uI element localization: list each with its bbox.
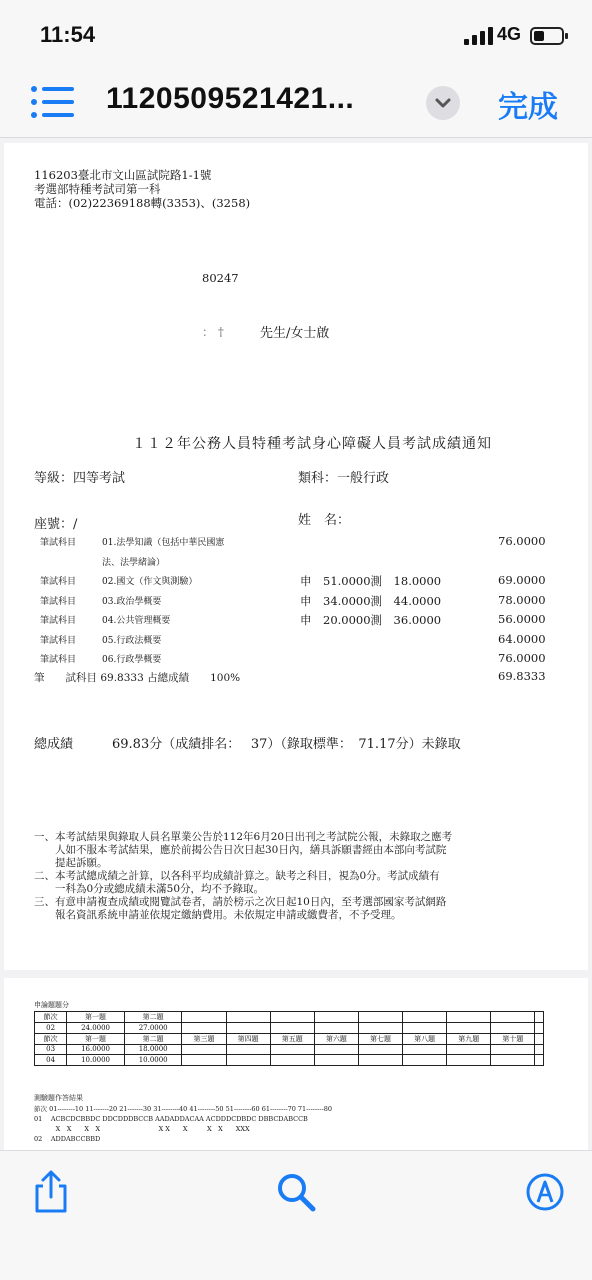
mc-heading: 測驗題作答結果 bbox=[34, 1094, 83, 1102]
table-cell: 第三題 bbox=[182, 1033, 226, 1044]
document-page-2 bbox=[4, 978, 588, 1150]
table-cell bbox=[358, 1012, 402, 1023]
essay-heading: 申論題題分 bbox=[34, 1001, 69, 1009]
table-cell: 02 bbox=[35, 1023, 67, 1034]
table-cell bbox=[491, 1023, 535, 1034]
table-cell bbox=[270, 1055, 314, 1066]
table-cell bbox=[182, 1055, 226, 1066]
table-cell: 第六題 bbox=[314, 1033, 358, 1044]
table-cell bbox=[403, 1055, 447, 1066]
table-row bbox=[35, 1033, 544, 1044]
table-cell bbox=[270, 1044, 314, 1055]
table-row bbox=[35, 1044, 544, 1055]
name-label: 姓 名： bbox=[298, 513, 351, 528]
table-cell bbox=[403, 1044, 447, 1055]
table-cell: 第九題 bbox=[447, 1033, 491, 1044]
table-cell bbox=[535, 1055, 544, 1066]
table-cell bbox=[314, 1023, 358, 1034]
seat-label: 座號：/ bbox=[34, 517, 78, 532]
search-icon[interactable] bbox=[273, 1169, 319, 1215]
table-row bbox=[35, 1012, 544, 1023]
document-page-1: 116203臺北市文山區試院路1-1號 考選部特種考試司第一科 電話：(02)22369188轉(3353)、(3258) 80247 ： † 先生/女士啟 １１２年公務人員特種考試身心障礙人員考試成績通知 等級：四等考試 類科：一般行政 座號：/ 姓 名： 筆試科目 01.法學知識（包括中華民國憲 法、法學緒論） 76.0000 筆試科目 02.國文（作文與測驗） 申 51.0000測 18.0000 69.0000 筆試科目 03.政治學概要 申 34.0000測 44.0000 78.0000 筆試科目 04.公共管理概要 申 20.0000測 36.0000 56.0000 筆試科目 05.行政法概要 64.0000 筆試科目 06.行政學概要 76.0000 筆 試科目 69.8333 占總成績 100% 69.8333 總成績 69.83分（成績排名： 37）（錄取標準： 71.17分）未錄取 一、本考試結果與錄取人員名單業公告於112年6月20日出刊之考試院公報，未錄取之應考 人如不服本考試結果，應於前揭公告日次日起30日內，繕具訴願書經由本部向考試院 提起訴願。 二、本考試總成績之計算，以各科平均成績計算之。缺考之科目，視為0分。考試成績有 一科為0分或總成績未滿50分，均不予錄取。 三、有意申請複查成績或閱覽試卷者，請於榜示之次日起10日內，至考選部國家考試網路 報名資訊系統申請並依規定繳納費用。未依規定申請或繳費者，不予受理。 bbox=[4, 143, 588, 970]
table-cell: 10.0000 bbox=[67, 1055, 125, 1066]
table-cell bbox=[270, 1012, 314, 1023]
table-cell bbox=[182, 1023, 226, 1034]
salutation: 先生/女士啟 bbox=[260, 326, 330, 341]
markup-icon[interactable] bbox=[522, 1169, 568, 1215]
table-cell bbox=[314, 1044, 358, 1055]
written-summary-score: 69.8333 bbox=[498, 669, 546, 683]
chevron-down-icon bbox=[426, 86, 460, 120]
address-line: 116203臺北市文山區試院路1-1號 bbox=[34, 168, 212, 182]
grade-label: 等級：四等考試 bbox=[34, 471, 126, 486]
category-label: 類科：一般行政 bbox=[298, 471, 390, 486]
table-cell bbox=[182, 1044, 226, 1055]
table-cell bbox=[314, 1055, 358, 1066]
table-cell bbox=[182, 1012, 226, 1023]
table-cell bbox=[226, 1044, 270, 1055]
network-type: 4G bbox=[497, 24, 522, 44]
table-cell bbox=[270, 1023, 314, 1034]
table-cell: 16.0000 bbox=[67, 1044, 125, 1055]
table-cell bbox=[491, 1012, 535, 1023]
table-cell bbox=[447, 1023, 491, 1034]
table-cell bbox=[358, 1044, 402, 1055]
table-row bbox=[35, 1055, 544, 1066]
table-cell bbox=[314, 1012, 358, 1023]
table-cell bbox=[447, 1055, 491, 1066]
table-cell bbox=[491, 1044, 535, 1055]
written-summary: 筆 試科目 69.8333 占總成績 100% bbox=[34, 672, 241, 684]
total-score-line: 總成績 69.83分（成績排名： 37）（錄取標準： 71.17分）未錄取 bbox=[34, 737, 461, 752]
table-cell: 18.0000 bbox=[124, 1044, 182, 1055]
document-title: 1120509521421... bbox=[106, 82, 355, 115]
table-cell bbox=[447, 1044, 491, 1055]
cellular-signal-icon bbox=[464, 27, 494, 45]
table-cell: 第十題 bbox=[491, 1033, 535, 1044]
nav-bar bbox=[0, 70, 592, 138]
table-cell: 24.0000 bbox=[67, 1023, 125, 1034]
table-cell bbox=[535, 1044, 544, 1055]
table-cell: 第五題 bbox=[270, 1033, 314, 1044]
list-menu-icon[interactable] bbox=[30, 84, 76, 120]
essay-score-table bbox=[34, 1011, 544, 1066]
table-cell bbox=[535, 1033, 544, 1044]
postal-code: 80247 bbox=[202, 271, 239, 285]
table-cell bbox=[358, 1023, 402, 1034]
table-row bbox=[35, 1023, 544, 1034]
table-cell bbox=[226, 1023, 270, 1034]
battery-icon bbox=[530, 27, 564, 45]
table-cell: 第二題 bbox=[124, 1012, 182, 1023]
table-cell bbox=[226, 1012, 270, 1023]
recipient-name: ： † bbox=[202, 325, 224, 339]
status-time: 11:54 bbox=[40, 22, 96, 47]
table-cell: 節次 bbox=[35, 1012, 67, 1023]
table-cell: 第四題 bbox=[226, 1033, 270, 1044]
table-cell bbox=[403, 1023, 447, 1034]
table-cell bbox=[535, 1012, 544, 1023]
table-cell bbox=[447, 1012, 491, 1023]
mc-line: 節次 01--------10 11-------20 21-------30 31--------40 41--------50 51--------60 61--------70 71--------80 bbox=[34, 1105, 333, 1113]
table-cell: 第一題 bbox=[67, 1012, 125, 1023]
notice-title: １１２年公務人員特種考試身心障礙人員考試成績通知 bbox=[132, 436, 492, 452]
office-line: 考選部特種考試司第一科 bbox=[34, 182, 161, 196]
table-cell: 27.0000 bbox=[124, 1023, 182, 1034]
table-cell: 第一題 bbox=[67, 1033, 125, 1044]
table-cell: 第二題 bbox=[124, 1033, 182, 1044]
phone-line: 電話：(02)22369188轉(3353)、(3258) bbox=[34, 196, 251, 210]
title-menu-button[interactable] bbox=[426, 86, 460, 120]
bottom-toolbar bbox=[0, 1150, 592, 1280]
table-cell bbox=[358, 1055, 402, 1066]
table-cell bbox=[403, 1012, 447, 1023]
table-cell: 03 bbox=[35, 1044, 67, 1055]
table-cell bbox=[491, 1055, 535, 1066]
mc-line: X X X X X X X X X XXX bbox=[34, 1125, 250, 1133]
share-icon[interactable] bbox=[28, 1169, 74, 1215]
table-cell: 第七題 bbox=[358, 1033, 402, 1044]
table-cell: 第八題 bbox=[403, 1033, 447, 1044]
done-button[interactable]: 完成 bbox=[498, 91, 558, 124]
mc-line: 01 ACBCDCBBDC DDCDDDBCCB AADADDACAA ACDDDCDBDC DBBCDABCCB bbox=[34, 1115, 308, 1123]
table-cell: 節次 bbox=[35, 1033, 67, 1044]
table-cell: 10.0000 bbox=[124, 1055, 182, 1066]
mc-line: 02 ADDABCCBBD bbox=[34, 1135, 101, 1143]
table-cell bbox=[226, 1055, 270, 1066]
status-bar bbox=[0, 0, 592, 70]
table-cell bbox=[535, 1023, 544, 1034]
table-cell: 04 bbox=[35, 1055, 67, 1066]
